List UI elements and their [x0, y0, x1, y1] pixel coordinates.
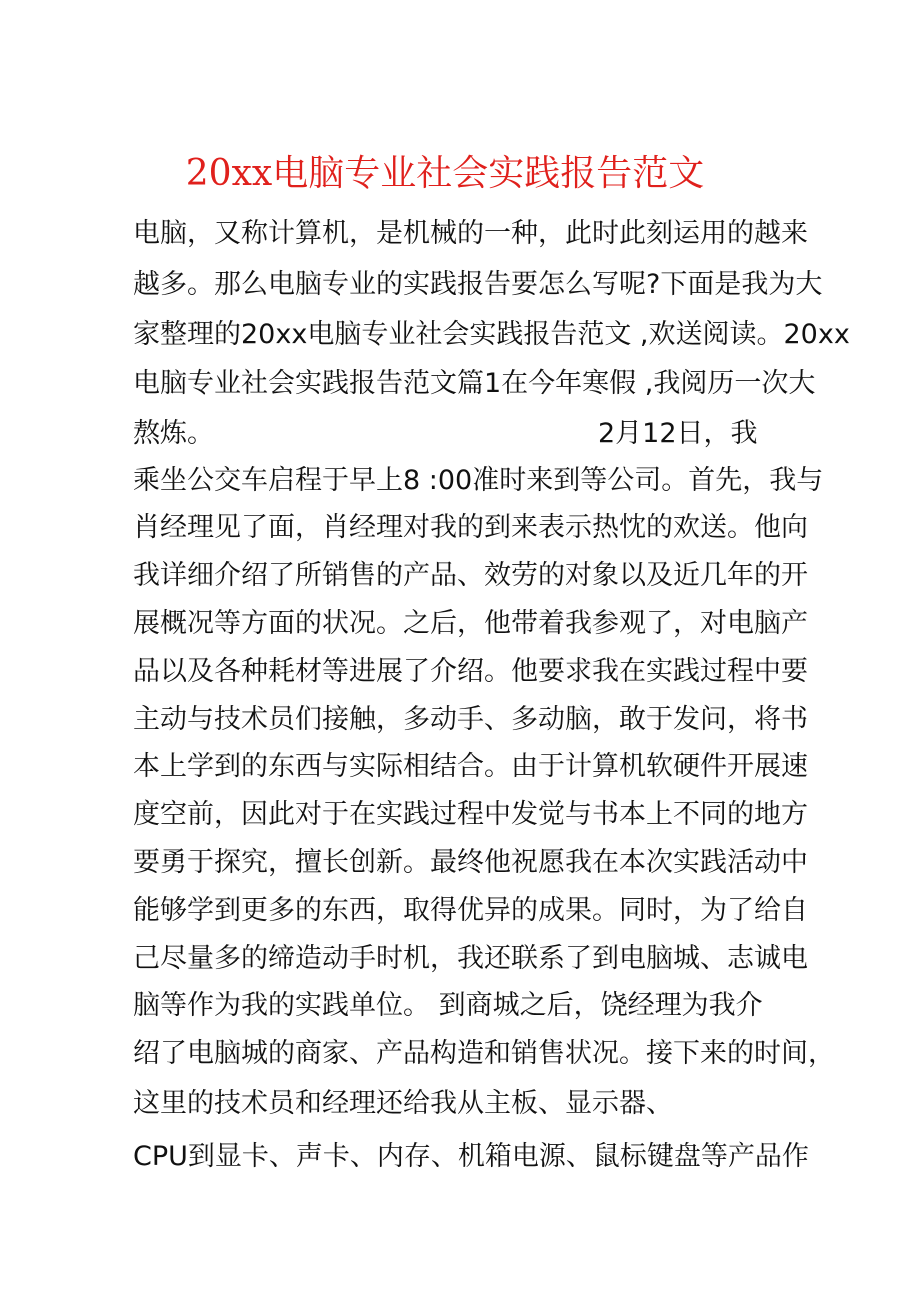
paragraph-line: 熬炼。	[133, 418, 214, 449]
paragraph-line: 电脑，又称计算机，是机械的一种，此时此刻运用的越来	[133, 218, 808, 249]
date-fragment: 2月12日，我	[598, 418, 758, 449]
paragraph-line: 家整理的20xx电脑专业社会实践报告范文 ,欢送阅读。20xx	[133, 319, 850, 350]
paragraph-line: 己尽量多的缔造动手时机，我还联系了到电脑城、志诚电	[133, 943, 808, 974]
paragraph-line: 脑等作为我的实践单位。 到商城之后，饶经理为我介	[133, 990, 763, 1021]
paragraph-line: 能够学到更多的东西，取得优异的成果。同时，为了给自	[133, 895, 808, 926]
paragraph-line: 本上学到的东西与实际相结合。由于计算机软硬件开展速	[133, 751, 808, 782]
paragraph-line: 品以及各种耗材等进展了介绍。他要求我在实践过程中要	[133, 656, 808, 687]
paragraph-line: 要勇于探究，擅长创新。最终他祝愿我在本次实践活动中	[133, 847, 808, 878]
document-title: 20xx电脑专业社会实践报告范文	[185, 153, 705, 194]
paragraph-line: 绍了电脑城的商家、产品构造和销售状况。接下来的时间，	[133, 1038, 835, 1069]
paragraph-line: 肖经理见了面，肖经理对我的到来表示热忱的欢送。他向	[133, 512, 808, 543]
paragraph-line: 乘坐公交车启程于早上8 :00准时来到等公司。首先，我与	[133, 465, 824, 496]
paragraph-line: 这里的技术员和经理还给我从主板、显示器、	[133, 1088, 673, 1119]
paragraph-line: CPU到显卡、声卡、内存、机箱电源、鼠标键盘等产品作	[133, 1141, 809, 1172]
paragraph-line: 展概况等方面的状况。之后，他带着我参观了，对电脑产	[133, 608, 808, 639]
paragraph-line: 越多。那么电脑专业的实践报告要怎么写呢?下面是我为大	[133, 269, 823, 300]
paragraph-line: 电脑专业社会实践报告范文篇1在今年寒假 ,我阅历一次大	[133, 368, 816, 399]
paragraph-line: 我详细介绍了所销售的产品、效劳的对象以及近几年的开	[133, 560, 808, 591]
paragraph-line: 主动与技术员们接触，多动手、多动脑，敢于发问，将书	[133, 704, 808, 735]
paragraph-line: 度空前，因此对于在实践过程中发觉与书本上不同的地方	[133, 799, 808, 830]
